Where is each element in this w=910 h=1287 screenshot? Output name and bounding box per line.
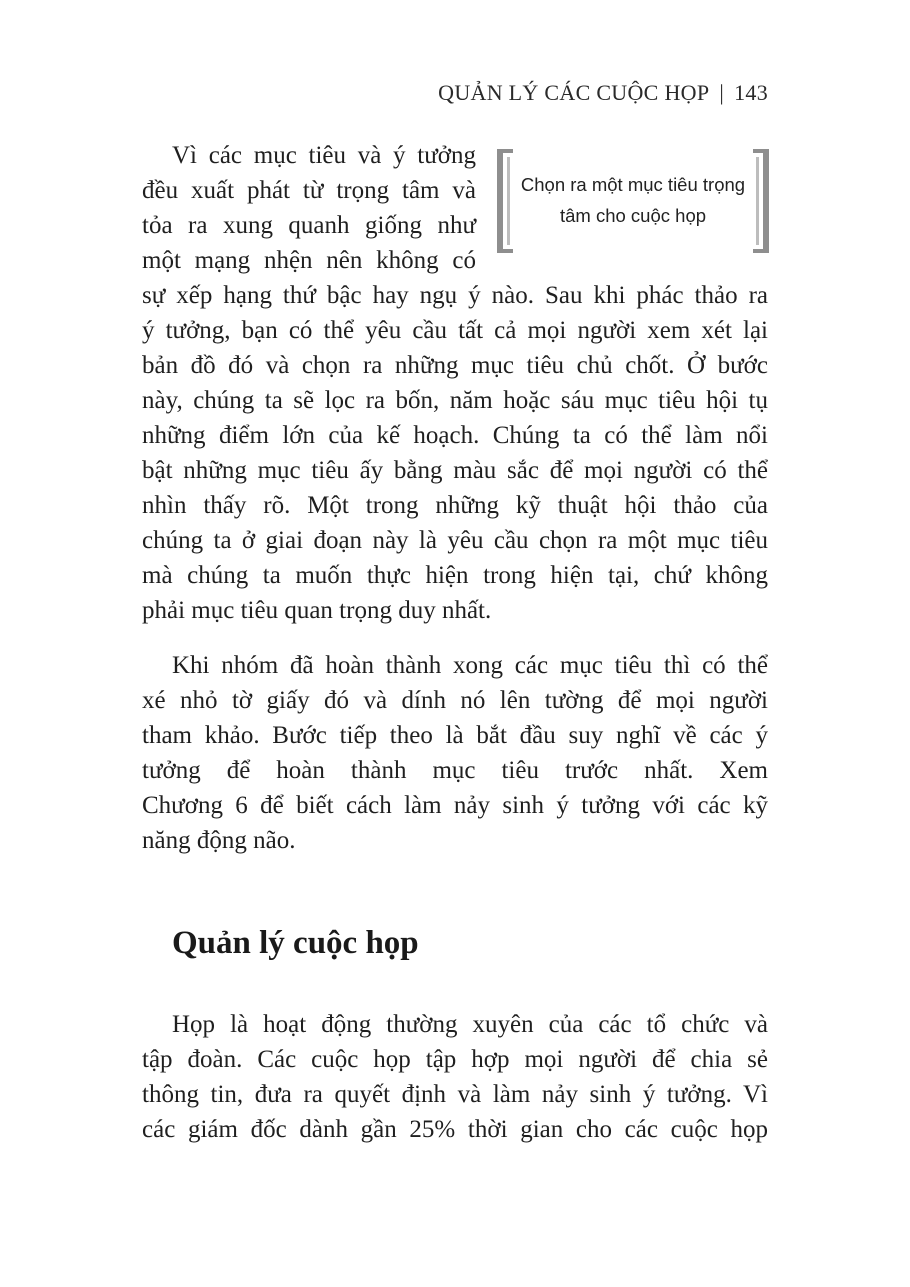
text-line: Họp là hoạt động thường xuyên của các tổ chức và: [172, 1011, 768, 1038]
text-line: sự xếp hạng thứ bậc hay ngụ ý nào. Sau khi phác thảo ra: [142, 282, 768, 309]
text-line: Vì các mục tiêu và ý tưởng: [172, 142, 476, 169]
page-number: 143: [734, 80, 768, 105]
paragraph-1-wrapped: [142, 138, 476, 278]
running-title: QUẢN LÝ CÁC CUỘC HỌP: [438, 80, 710, 105]
text-line: ý tưởng, bạn có thể yêu cầu tất cả mọi người xem xét lại: [142, 317, 768, 344]
text-line: Chương 6 để biết cách làm nảy sinh ý tưởng với các kỹ: [142, 792, 768, 819]
text-line: Khi nhóm đã hoàn thành xong các mục tiêu thì có thể: [172, 652, 768, 679]
section-heading: Quản lý cuộc họp: [172, 925, 419, 961]
running-header: [438, 80, 768, 106]
pull-quote-line: tâm cho cuộc họp: [559, 205, 707, 226]
text-line: những điểm lớn của kế hoạch. Chúng ta có thể làm nổi: [142, 422, 768, 449]
text-line: tham khảo. Bước tiếp theo là bắt đầu suy nghĩ về các ý: [142, 722, 768, 749]
paragraph-3: [142, 1007, 768, 1147]
paragraph-1-continued: [142, 278, 768, 628]
text-line: tỏa ra xung quanh giống như: [142, 212, 476, 239]
pull-quote-text: [513, 169, 753, 231]
pull-quote-left-bracket: [497, 149, 513, 253]
text-line: tưởng để hoàn thành mục tiêu trước nhất. Xem: [142, 757, 768, 784]
text-line: năng động não.: [142, 827, 296, 854]
pull-quote-box: [497, 149, 769, 253]
paragraph-2: [142, 648, 768, 858]
text-line: bản đồ đó và chọn ra những mục tiêu chủ chốt. Ở bước: [142, 352, 768, 379]
text-line: tập đoàn. Các cuộc họp tập hợp mọi người để chia sẻ: [142, 1046, 768, 1073]
pull-quote-right-bracket: [753, 149, 769, 253]
text-line: xé nhỏ tờ giấy đó và dính nó lên tường để mọi người: [142, 687, 768, 714]
text-line: thông tin, đưa ra quyết định và làm nảy sinh ý tưởng. Vì: [142, 1081, 768, 1108]
text-line: chúng ta ở giai đoạn này là yêu cầu chọn ra một mục tiêu: [142, 527, 768, 554]
text-line: mà chúng ta muốn thực hiện trong hiện tại, chứ không: [142, 562, 768, 589]
text-line: các giám đốc dành gần 25% thời gian cho các cuộc họp: [142, 1116, 768, 1143]
text-line: bật những mục tiêu ấy bằng màu sắc để mọi người có thể: [142, 457, 768, 484]
text-line: phải mục tiêu quan trọng duy nhất.: [142, 597, 492, 624]
pull-quote-line: Chọn ra một mục tiêu trọng: [520, 174, 746, 195]
text-line: một mạng nhện nên không có: [142, 247, 476, 274]
text-line: này, chúng ta sẽ lọc ra bốn, năm hoặc sáu mục tiêu hội tụ: [142, 387, 768, 414]
header-separator: |: [719, 80, 725, 105]
text-line: đều xuất phát từ trọng tâm và: [142, 177, 476, 204]
text-line: nhìn thấy rõ. Một trong những kỹ thuật hội thảo của: [142, 492, 768, 519]
